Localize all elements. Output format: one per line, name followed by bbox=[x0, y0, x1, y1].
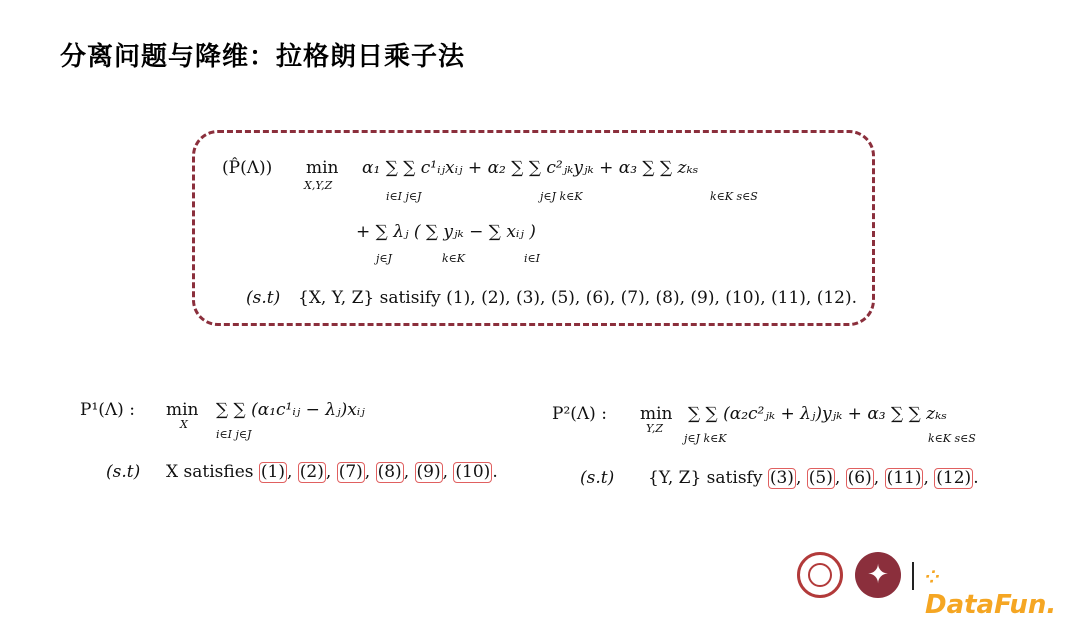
datafun-logo-text: DataFun. bbox=[925, 590, 1057, 620]
full-problem-min: min bbox=[306, 158, 339, 178]
full-problem-constraint: {X, Y, Z} satisify (1), (2), (3), (5), (6), (7), (8), (9), (10), (11), (12). bbox=[298, 288, 857, 308]
p1-ref: (7) bbox=[338, 462, 363, 482]
full-problem-sub-b: j∈J k∈K bbox=[540, 190, 583, 203]
p1-end: . bbox=[492, 462, 498, 482]
full-problem-sub-c: k∈K s∈S bbox=[710, 190, 758, 203]
p1-min-var: X bbox=[180, 418, 188, 431]
full-problem-sub-f: i∈I bbox=[524, 252, 541, 265]
p2-st: (s.t) bbox=[580, 468, 615, 488]
p2-ref: (6) bbox=[847, 468, 872, 488]
lab-emblem-logo: ✦ bbox=[855, 552, 901, 598]
p2-min-var: Y,Z bbox=[646, 422, 663, 435]
full-problem-sub-a: i∈I j∈J bbox=[386, 190, 422, 203]
p2-ref: (12) bbox=[936, 468, 972, 488]
p2-ref: (11) bbox=[886, 468, 922, 488]
p1-label: P¹(Λ) : bbox=[80, 400, 135, 420]
p2-constraint: {Y, Z} satisfy (3) , (5) , (6) , (11) , (12) . bbox=[648, 468, 979, 488]
p2-objective: ∑ ∑ (α₂c²ⱼₖ + λⱼ)yⱼₖ + α₃ ∑ ∑ zₖₛ bbox=[688, 404, 947, 424]
p1-constraint-prefix: X satisfies bbox=[166, 462, 254, 482]
p1-ref: (8) bbox=[377, 462, 402, 482]
p1-ref: (2) bbox=[299, 462, 324, 482]
p2-sub-b: k∈K s∈S bbox=[928, 432, 976, 445]
p2-label: P²(Λ) : bbox=[552, 404, 607, 424]
full-problem-st: (s.t) bbox=[246, 288, 281, 308]
full-problem-min-vars: X,Y,Z bbox=[304, 179, 333, 192]
full-problem-objective-1: α₁ ∑ ∑ c¹ᵢⱼxᵢⱼ + α₂ ∑ ∑ c²ⱼₖyⱼₖ + α₃ ∑ ∑ zₖₛ bbox=[362, 158, 699, 178]
p2-ref: (5) bbox=[808, 468, 833, 488]
p2-sub-a: j∈J k∈K bbox=[684, 432, 727, 445]
university-seal-logo bbox=[797, 552, 843, 598]
p2-constraint-prefix: {Y, Z} satisfy bbox=[648, 468, 763, 488]
p2-end: . bbox=[973, 468, 979, 488]
p1-ref: (1) bbox=[260, 462, 285, 482]
datafun-logo: ⁘DataFun. bbox=[925, 567, 1057, 620]
p1-st: (s.t) bbox=[106, 462, 141, 482]
logo-strip bbox=[797, 550, 1067, 620]
full-problem-sub-e: k∈K bbox=[442, 252, 466, 265]
logo-divider bbox=[912, 562, 914, 590]
p2-min: min bbox=[640, 404, 673, 424]
full-problem-objective-2: + ∑ λⱼ ( ∑ yⱼₖ − ∑ xᵢⱼ ) bbox=[356, 222, 536, 242]
full-problem-sub-d: j∈J bbox=[376, 252, 392, 265]
p1-constraint: X satisfies (1) , (2) , (7) , (8) , (9) , (10) . bbox=[166, 462, 498, 482]
p1-min: min bbox=[166, 400, 199, 420]
p1-ref: (10) bbox=[455, 462, 491, 482]
full-problem-label: (P̂(Λ)) bbox=[222, 158, 273, 178]
p1-ref: (9) bbox=[416, 462, 441, 482]
p1-sub: i∈I j∈J bbox=[216, 428, 252, 441]
p2-ref: (3) bbox=[769, 468, 794, 488]
page-title: 分离问题与降维：拉格朗日乘子法 bbox=[60, 42, 466, 72]
p1-objective: ∑ ∑ (α₁c¹ᵢⱼ − λⱼ)xᵢⱼ bbox=[216, 400, 365, 420]
